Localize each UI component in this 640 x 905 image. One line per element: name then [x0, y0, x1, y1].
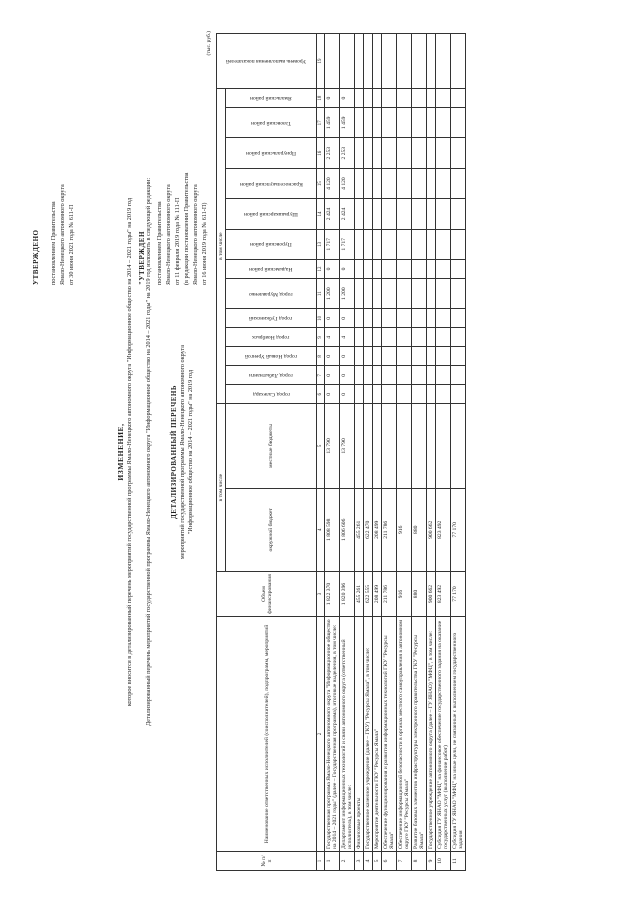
cell-muni [427, 260, 436, 279]
change-line: Детализированный перечень мероприятий государственной программы Ямало-Ненецкого автономного округа "Информационное общество на 2014 – 2021 годы" на 2019 год изложить в следующей редакции: [145, 177, 152, 727]
cell-ok: 211 786 [382, 488, 397, 571]
cell-muni: 0 [340, 385, 355, 404]
cell-other [364, 34, 373, 89]
cell-muni: 4 [325, 328, 340, 347]
cell-muni [364, 260, 373, 279]
col-number: 8 [317, 347, 325, 366]
cell-muni [397, 89, 412, 108]
cell-name: Государственное казенное учреждение (далее – ГКУ) "Ресурсы Ямала", в том числе: [364, 617, 373, 852]
cell-ok: 916 [397, 488, 412, 571]
cell-muni [412, 385, 427, 404]
cell-num: 10 [436, 852, 451, 871]
cell-muni: 0 [340, 89, 355, 108]
cell-mb [397, 404, 412, 488]
table-row [451, 34, 466, 871]
cell-muni [436, 108, 451, 138]
column-number-row [317, 34, 325, 871]
cell-muni: 1 459 [340, 108, 355, 138]
muni-header: город Новый Уренгой [226, 347, 317, 366]
col-num-header: № п/п [217, 852, 317, 871]
cell-name: Мероприятие деятельности ГКУ "Ресурсы Ямала" [373, 617, 382, 852]
muni-header: Тазовский район [226, 108, 317, 138]
cell-muni [451, 138, 466, 168]
col-number: 10 [317, 309, 325, 328]
muni-header: Надымский район [226, 260, 317, 279]
cell-muni [382, 229, 397, 259]
cell-muni [364, 366, 373, 385]
cell-muni [451, 168, 466, 198]
cell-muni: 0 [340, 260, 355, 279]
cell-num: 6 [382, 852, 397, 871]
cell-muni [373, 108, 382, 138]
cell-mb [436, 404, 451, 488]
cell-name: Субсидия ГУ ЯНАО "МФЦ" на иные цели, не связанные с выполнением государственного задания [451, 617, 466, 852]
table-row [427, 34, 436, 871]
cell-other [382, 34, 397, 89]
muni-header: Шурышкарский район [226, 199, 317, 229]
cell-mb [373, 404, 382, 488]
cell-muni [364, 229, 373, 259]
cell-num: 1 [325, 852, 340, 871]
cell-muni [382, 328, 397, 347]
cell-muni [373, 168, 382, 198]
cell-muni [412, 138, 427, 168]
cell-muni [397, 328, 412, 347]
cell-num: 11 [451, 852, 466, 871]
cell-muni: 0 [340, 366, 355, 385]
cell-num: 9 [427, 852, 436, 871]
cell-muni [412, 260, 427, 279]
cell-muni [451, 347, 466, 366]
approval2-caption: "УТВЕРЖДЕН [138, 231, 146, 285]
col-number: 19 [317, 34, 325, 89]
cell-muni [364, 199, 373, 229]
cell-num: 2 [340, 852, 355, 871]
approval2-line: от 11 февраля 2019 года № 111-П [174, 197, 181, 285]
table-row [325, 34, 340, 871]
cell-total: 208 499 [373, 572, 382, 617]
cell-muni [436, 168, 451, 198]
cell-num: 8 [412, 852, 427, 871]
cell-muni: 2 424 [325, 199, 340, 229]
cell-total: 916 [397, 572, 412, 617]
cell-muni [436, 347, 451, 366]
col-number: 6 [317, 385, 325, 404]
cell-name: Обеспечение функционирования и развития информационных технологий ГКУ "Ресурсы Ямала" [382, 617, 397, 852]
cell-ok: 208 499 [373, 488, 382, 571]
cell-muni [427, 328, 436, 347]
cell-muni [382, 309, 397, 328]
table-row [382, 34, 397, 871]
cell-muni [436, 385, 451, 404]
muni-header: Приуральский район [226, 138, 317, 168]
cell-muni [451, 278, 466, 308]
cell-muni [355, 229, 364, 259]
perechen-block [170, 97, 196, 807]
col-number: 4 [317, 488, 325, 571]
cell-total: 1 822 370 [325, 572, 340, 617]
cell-muni [451, 309, 466, 328]
cell-muni [355, 89, 364, 108]
cell-ok: 900 662 [427, 488, 436, 571]
cell-ok: 880 [412, 488, 427, 571]
cell-total: 211 786 [382, 572, 397, 617]
cell-muni [355, 385, 364, 404]
cell-muni [355, 309, 364, 328]
cell-muni [373, 199, 382, 229]
cell-muni [355, 199, 364, 229]
cell-ok: 77 170 [451, 488, 466, 571]
approval-line: от 30 июня 2021 года № 611-П [68, 204, 75, 285]
cell-muni [412, 108, 427, 138]
cell-muni [451, 260, 466, 279]
table-row [397, 34, 412, 871]
muni-header: город Лабытнанги [226, 366, 317, 385]
cell-muni [436, 278, 451, 308]
cell-muni [436, 89, 451, 108]
perechen-line: "Информационное общество на 2014 – 2021 годы" на 2019 год [187, 369, 194, 535]
cell-muni: 4 120 [325, 168, 340, 198]
col-number: 13 [317, 229, 325, 259]
col-inc-header: в том числе [217, 404, 226, 572]
col-number: 16 [317, 138, 325, 168]
cell-muni [355, 260, 364, 279]
cell-muni [382, 278, 397, 308]
cell-muni [412, 199, 427, 229]
cell-muni [412, 229, 427, 259]
muni-header: город Ноябрьск [226, 328, 317, 347]
cell-muni [427, 138, 436, 168]
cell-muni [382, 199, 397, 229]
cell-muni [427, 199, 436, 229]
cell-muni [427, 108, 436, 138]
approval-block [32, 25, 88, 285]
cell-muni [355, 366, 364, 385]
cell-muni [412, 366, 427, 385]
cell-muni: 1 717 [325, 229, 340, 259]
cell-other [373, 34, 382, 89]
change-line: которое вносится в детализированный перечень мероприятий государственной программы Ямало-Ненецкого автономного округа "Информационное общество на 2014 – 2021 годы" на 2019 год [126, 197, 133, 707]
cell-muni [364, 278, 373, 308]
cell-total: 622 555 [364, 572, 373, 617]
cell-muni: 1 717 [340, 229, 355, 259]
cell-muni: 0 [325, 309, 340, 328]
muni-header: Пуровский район [226, 229, 317, 259]
col-number: 1 [317, 852, 325, 871]
cell-other [412, 34, 427, 89]
cell-muni [427, 229, 436, 259]
cell-muni [355, 278, 364, 308]
cell-mb [364, 404, 373, 488]
cell-muni [373, 138, 382, 168]
cell-muni [382, 108, 397, 138]
cell-muni [355, 168, 364, 198]
muni-header: Красноселькупский район [226, 168, 317, 198]
cell-muni [436, 328, 451, 347]
muni-header: Ямальский район [226, 89, 317, 108]
cell-mb [427, 404, 436, 488]
col-number: 12 [317, 260, 325, 279]
muni-header: город Муравленко [226, 278, 317, 308]
cell-name: Финансовые проекты [355, 617, 364, 852]
cell-muni [427, 278, 436, 308]
cell-other [451, 34, 466, 89]
cell-muni [382, 260, 397, 279]
perechen-title: ДЕТАЛИЗИРОВАННЫЙ ПЕРЕЧЕНЬ [170, 384, 178, 520]
cell-muni: 2 253 [340, 138, 355, 168]
unit-label: (тыс. руб.) [206, 31, 212, 56]
cell-muni: 1 459 [325, 108, 340, 138]
cell-ok: 823 492 [436, 488, 451, 571]
cell-name: Департамент информационных технологий и связи автономного округа (ответственный исполнитель), в том числе: [340, 617, 355, 852]
cell-muni [436, 229, 451, 259]
cell-muni [412, 347, 427, 366]
cell-muni [412, 309, 427, 328]
col-number: 5 [317, 404, 325, 488]
cell-muni [397, 366, 412, 385]
cell-muni [451, 199, 466, 229]
cell-muni [427, 347, 436, 366]
cell-muni [373, 328, 382, 347]
approval2-line: Ямало-Ненецкого автономного округа [192, 184, 199, 285]
cell-muni [382, 366, 397, 385]
cell-muni [397, 168, 412, 198]
cell-muni [412, 278, 427, 308]
cell-mb [451, 404, 466, 488]
cell-total: 900 662 [427, 572, 436, 617]
cell-muni [397, 260, 412, 279]
cell-name: Субсидия ГУ ЯНАО "МФЦ" на финансовое обеспечение государственного задания на оказание государственных услуг (выполнение работ) [436, 617, 451, 852]
cell-other [436, 34, 451, 89]
cell-other [397, 34, 412, 89]
cell-muni [364, 89, 373, 108]
cell-mb [355, 404, 364, 488]
cell-muni [364, 328, 373, 347]
cell-muni [436, 138, 451, 168]
cell-muni: 2 253 [325, 138, 340, 168]
cell-muni [436, 260, 451, 279]
muni-header: город Салехард [226, 385, 317, 404]
cell-muni [364, 108, 373, 138]
detail-table [216, 33, 466, 871]
cell-muni [412, 89, 427, 108]
cell-total: 880 [412, 572, 427, 617]
cell-ok: 455 261 [355, 488, 364, 571]
approval-line: Ямало-Ненецкого автономного округа [59, 184, 66, 285]
cell-muni: 0 [340, 347, 355, 366]
muni-header: город Губкинский [226, 309, 317, 328]
cell-muni [364, 347, 373, 366]
cell-name: Государственная программа Ямало-Ненецкого автономного округа "Информационное общество на 2014 – 2021 годы" (далее – Государственная программа), итоговые выделения, в том числе: [325, 617, 340, 852]
cell-num: 3 [355, 852, 364, 871]
cell-muni [412, 328, 427, 347]
cell-muni: 4 [340, 328, 355, 347]
approval2-line: от 16 июня 2019 года № 611-П) [201, 202, 208, 285]
cell-muni [364, 168, 373, 198]
cell-muni: 2 424 [340, 199, 355, 229]
cell-muni [382, 168, 397, 198]
cell-muni [373, 309, 382, 328]
cell-muni: 1 200 [340, 278, 355, 308]
cell-name: Государственное учреждение автономного округа (далее – ГУ ЯНАО) "МФЦ", в том числе: [427, 617, 436, 852]
cell-muni [373, 347, 382, 366]
approval2-line: Ямало-Ненецкого автономного округа [165, 184, 172, 285]
cell-muni [364, 309, 373, 328]
cell-muni [373, 366, 382, 385]
cell-muni [451, 328, 466, 347]
cell-muni [355, 138, 364, 168]
cell-muni [427, 366, 436, 385]
cell-total: 455 261 [355, 572, 364, 617]
cell-muni: 0 [325, 366, 340, 385]
table-row [355, 34, 364, 871]
cell-total: 77 170 [451, 572, 466, 617]
cell-muni [427, 385, 436, 404]
cell-muni: 0 [325, 260, 340, 279]
cell-muni [451, 385, 466, 404]
cell-muni [373, 229, 382, 259]
approval2-line: постановлением Правительства [156, 201, 163, 285]
cell-muni [364, 385, 373, 404]
col-other-header: Уровень выполнения показателей [217, 34, 317, 89]
cell-muni: 4 120 [340, 168, 355, 198]
cell-name: Обеспечение информационной безопасности в органах местного самоуправления в автономном округе ГКУ "Ресурсы Ямала" [397, 617, 412, 852]
change-title: ИЗМЕНЕНИЕ, [116, 423, 125, 481]
cell-muni [436, 309, 451, 328]
cell-muni [436, 366, 451, 385]
cell-muni: 0 [325, 385, 340, 404]
cell-muni [397, 347, 412, 366]
cell-muni [451, 229, 466, 259]
col-ok-header: окружной бюджет [226, 488, 317, 571]
cell-mb [382, 404, 397, 488]
cell-ok: 622 470 [364, 488, 373, 571]
table-row [373, 34, 382, 871]
approval-caption: УТВЕРЖДЕНО [32, 229, 40, 285]
col-number: 7 [317, 366, 325, 385]
cell-muni: 0 [340, 309, 355, 328]
cell-muni [397, 385, 412, 404]
col-number: 18 [317, 89, 325, 108]
cell-muni [373, 278, 382, 308]
col-munis-header: в том числе [217, 89, 226, 404]
cell-muni [355, 108, 364, 138]
cell-muni [382, 385, 397, 404]
cell-num: 5 [373, 852, 382, 871]
cell-muni [427, 89, 436, 108]
cell-muni: 0 [325, 89, 340, 108]
cell-muni [355, 347, 364, 366]
cell-other [427, 34, 436, 89]
cell-muni [412, 168, 427, 198]
cell-muni [397, 278, 412, 308]
cell-muni [373, 260, 382, 279]
cell-muni [397, 229, 412, 259]
cell-muni [364, 138, 373, 168]
col-number: 9 [317, 328, 325, 347]
cell-muni [382, 138, 397, 168]
cell-muni [427, 309, 436, 328]
col-number: 17 [317, 108, 325, 138]
cell-num: 4 [364, 852, 373, 871]
table-row [340, 34, 355, 871]
table-row [364, 34, 373, 871]
cell-muni [427, 168, 436, 198]
cell-ok: 1 806 606 [340, 488, 355, 571]
cell-name: Развитие базовых элементов инфраструктуры электронного правительства ГКУ "Ресурсы Ямала" [412, 617, 427, 852]
cell-muni [382, 89, 397, 108]
cell-muni [397, 108, 412, 138]
cell-mb: 13 790 [325, 404, 340, 488]
cell-muni [451, 89, 466, 108]
cell-mb [412, 404, 427, 488]
col-name-header: Наименование ответственных исполнителей (соисполнителей), подпрограмм, мероприятий [217, 617, 317, 852]
cell-other [340, 34, 355, 89]
col-number: 2 [317, 617, 325, 852]
approval-line: постановлением Правительства [50, 201, 57, 285]
cell-muni [436, 199, 451, 229]
col-number: 3 [317, 572, 325, 617]
col-number: 15 [317, 168, 325, 198]
col-mb-header: местные бюджеты [226, 404, 317, 488]
cell-muni [397, 309, 412, 328]
cell-muni: 1 200 [325, 278, 340, 308]
col-total-header: Объем финансирования [217, 572, 317, 617]
approval2-line: (в редакции постановления Правительства [183, 172, 190, 285]
cell-total: 823 492 [436, 572, 451, 617]
cell-other [325, 34, 340, 89]
cell-num: 7 [397, 852, 412, 871]
cell-muni [373, 385, 382, 404]
col-number: 11 [317, 278, 325, 308]
cell-ok: 1 808 598 [325, 488, 340, 571]
cell-other [355, 34, 364, 89]
perechen-line: мероприятий государственной программы Ямало-Ненецкого автономного округа [178, 344, 186, 560]
cell-muni: 0 [325, 347, 340, 366]
cell-muni [451, 366, 466, 385]
cell-muni [382, 347, 397, 366]
cell-muni [355, 328, 364, 347]
cell-muni [373, 89, 382, 108]
cell-mb: 13 790 [340, 404, 355, 488]
rotated-sheet [20, 17, 620, 887]
table-row [436, 34, 451, 871]
cell-muni [451, 108, 466, 138]
cell-muni [397, 199, 412, 229]
cell-muni [397, 138, 412, 168]
table-body [325, 34, 466, 871]
table-row [412, 34, 427, 871]
col-number: 14 [317, 199, 325, 229]
cell-total: 1 820 396 [340, 572, 355, 617]
